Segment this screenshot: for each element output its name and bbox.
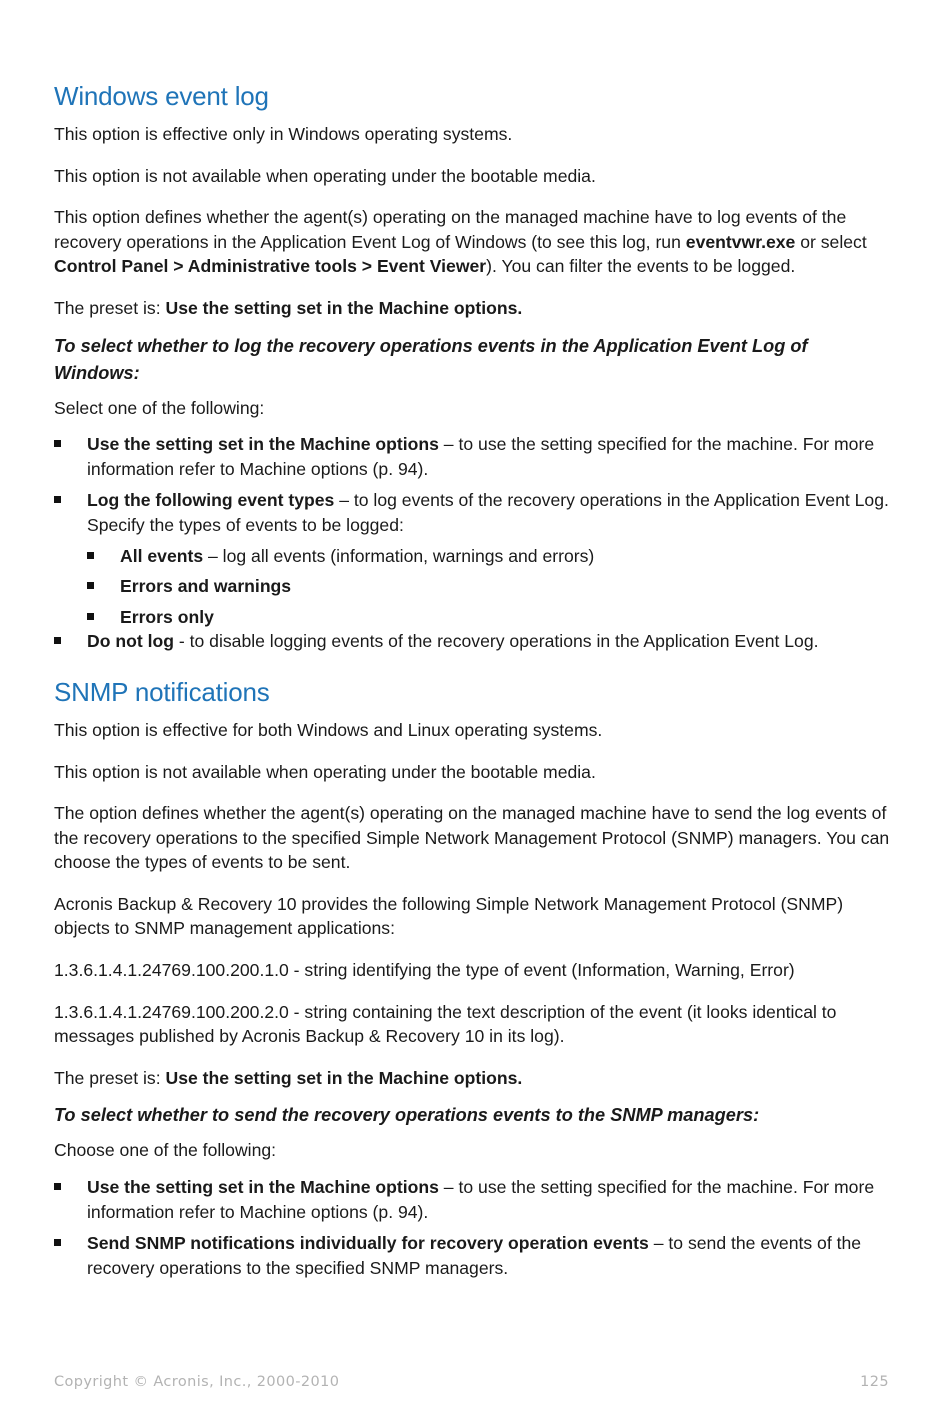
bold-text: eventvwr.exe (685, 231, 796, 252)
list-item (54, 1175, 894, 1224)
option-text: – log all events (information, warnings and errors) (203, 545, 595, 566)
paragraph: The option defines whether the agent(s) operating on the managed machine have to send the log events of the recovery operations to the specified Simple Network Management Protocol (SNMP) managers. You can choose the types of events to be sent. (54, 803, 890, 873)
bullet-icon (54, 440, 61, 447)
bullet-icon (54, 1239, 61, 1246)
option-label: Errors only (120, 606, 214, 627)
paragraph: This option is effective for both Windows and Linux operating systems. (54, 719, 603, 740)
text: or select (795, 231, 867, 252)
preset-line (54, 296, 894, 321)
bullet-icon (87, 613, 94, 620)
suboptions-list (87, 544, 894, 630)
preset-label: The preset is: (54, 297, 166, 318)
option-text: – to log events of the recovery operations in the Application Event Log. Specify the types of events to be logged: (87, 490, 889, 535)
bullet-icon (54, 637, 61, 644)
option-label: Errors and warnings (120, 576, 292, 597)
paragraph (54, 205, 894, 279)
options-list (54, 432, 894, 654)
copyright-text: Copyright © Acronis, Inc., 2000-2010 (54, 1374, 340, 1390)
option-text: – to use the setting specified for the machine. For more information refer to Machine options (p. 94). (87, 434, 875, 479)
option-label: All events (120, 545, 204, 566)
option-label: Do not log (87, 631, 174, 652)
paragraph: This option is effective only in Windows operating systems. (54, 124, 513, 144)
procedure-heading: To select whether to send the recovery operations events to the SNMP managers: (54, 1105, 760, 1126)
option-label: Use the setting set in the Machine options (87, 434, 439, 455)
page-footer (54, 1374, 889, 1390)
options-list (54, 1175, 894, 1280)
list-item (54, 488, 894, 629)
document-page (54, 78, 894, 1287)
preset-line (54, 1066, 894, 1091)
paragraph: 1.3.6.1.4.1.24769.100.200.2.0 - string containing the text description of the event (it looks identical to messages published by Acronis Backup & Recovery 10 in its log). (54, 1001, 837, 1047)
paragraph: Select one of the following: (54, 397, 265, 418)
section-title-windows-event-log: Windows event log (54, 81, 269, 111)
preset-value: Use the setting set in the Machine options. (165, 1067, 523, 1088)
bold-text: Control Panel > Administrative tools > Event Viewer (54, 256, 487, 277)
list-item (87, 544, 894, 569)
option-text: - to disable logging events of the recovery operations in the Application Event Log. (173, 631, 819, 652)
preset-label: The preset is: (54, 1067, 166, 1088)
list-item (87, 574, 894, 599)
procedure-heading: To select whether to log the recovery operations events in the Application Event Log of Windows: (54, 335, 808, 383)
bullet-icon (54, 1183, 61, 1190)
option-label: Use the setting set in the Machine options (87, 1177, 439, 1198)
paragraph: This option is not available when operating under the bootable media. (54, 165, 596, 186)
option-text: – to use the setting specified for the machine. For more information refer to Machine options (p. 94). (87, 1177, 875, 1222)
paragraph: Choose one of the following: (54, 1140, 277, 1161)
bullet-icon (87, 552, 94, 559)
option-label: Send SNMP notifications individually for recovery operation events (87, 1233, 649, 1254)
text: This option defines whether the agent(s) operating on the managed machine have to log events of the recovery operations in the Application Event Log of Windows (to see this log, run (54, 207, 847, 252)
list-item (54, 1231, 894, 1280)
list-item (54, 432, 894, 481)
preset-value: Use the setting set in the Machine options. (165, 297, 523, 318)
list-item (54, 629, 894, 654)
bullet-icon (87, 582, 94, 589)
option-label: Log the following event types (87, 490, 335, 511)
bullet-icon (54, 496, 61, 503)
option-text: – to send the events of the recovery operations to the specified SNMP managers. (87, 1233, 862, 1278)
paragraph: Acronis Backup & Recovery 10 provides the following Simple Network Management Protocol (SNMP) objects to SNMP management applications: (54, 893, 844, 939)
page-number: 125 (860, 1374, 889, 1390)
list-item (87, 605, 894, 630)
paragraph: 1.3.6.1.4.1.24769.100.200.1.0 - string identifying the type of event (Information, Warning, Error) (54, 960, 795, 981)
section-title-snmp-notifications: SNMP notifications (54, 676, 270, 707)
paragraph: This option is not available when operating under the bootable media. (54, 761, 596, 782)
text: ). You can filter the events to be logged. (486, 256, 796, 277)
